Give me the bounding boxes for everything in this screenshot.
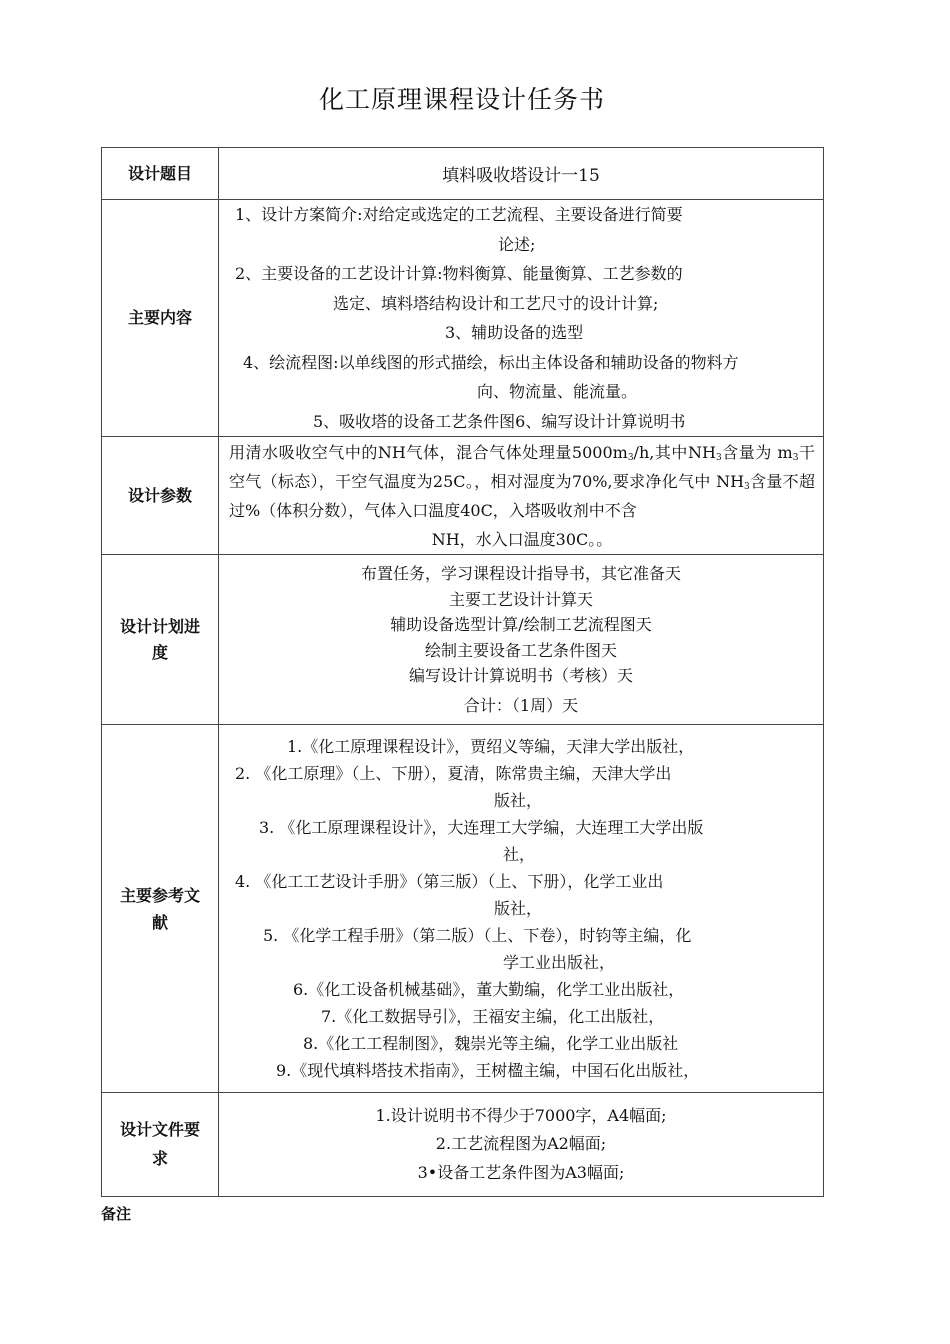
remarks-label: 备注 (101, 1205, 132, 1223)
content-line: 论述; (498, 234, 536, 254)
content-line: 向、物流量、能流量。 (477, 382, 638, 401)
content-cell (219, 200, 824, 437)
label-params: 设计参数 (102, 437, 219, 555)
content-line: 5、吸收塔的设备工艺条件图6、编写设计计算说明书 (313, 411, 686, 431)
row-topic (102, 148, 824, 200)
file-requirement: 1.设计说明书不得少于7000字，A4幅面; (375, 1105, 667, 1125)
label-topic: 设计题目 (102, 148, 219, 200)
row-content (102, 200, 824, 437)
schedule-line: 辅助设备选型计算/绘制工艺流程图天 (390, 615, 652, 634)
reference-item: 7.《化工数据导引》，王福安主编，化工出版社， (321, 1007, 665, 1026)
content-line: 3、辅助设备的选型 (445, 323, 584, 342)
reference-item: 8.《化工工程制图》，魏崇光等主编，化学工业出版社 (303, 1034, 679, 1053)
reference-item: 6.《化工设备机械基础》，董大勤编，化学工业出版社， (293, 980, 685, 999)
schedule-cell (219, 555, 824, 725)
content-line: 选定、填料塔结构设计和工艺尺寸的设计计算; (333, 293, 659, 313)
content-line: 1、设计方案简介:对给定或选定的工艺流程、主要设备进行简要 (235, 205, 683, 224)
topic-value: 填料吸收塔设计一15 (219, 148, 824, 200)
references-cell (219, 725, 824, 1093)
row-files (102, 1093, 824, 1197)
reference-item: 9.《现代填料塔技术指南》，王树楹主编，中国石化出版社， (276, 1061, 700, 1080)
reference-item: 学工业出版社， (503, 953, 616, 972)
label-files: 设计文件要 求 (102, 1093, 219, 1197)
schedule-line: 绘制主要设备工艺条件图天 (424, 640, 617, 660)
params-text: 用清水吸收空气中的NH气体，混合气体处理量$5000m_3/h$,其中$NH_3$含量为 $m_3$干空气（标态），干空气温度为25C。，相对湿度为70%,要求净化气中 $NH_3$含量不超过%（体积分数），气体入口温度40C，入塔吸收剂中不含 NH，水入口温度30C。。 (229, 442, 815, 549)
row-references (102, 725, 824, 1093)
params-cell (219, 437, 824, 555)
reference-item: 2. 《化工原理》（上、下册），夏清，陈常贵主编，天津大学出 (235, 764, 672, 783)
content-line: 2、主要设备的工艺设计计算:物料衡算、能量衡算、工艺参数的 (235, 264, 683, 283)
row-params (102, 437, 824, 555)
reference-item: 版社， (494, 791, 543, 810)
schedule-line: 布置任务，学习课程设计指导书，其它准备天 (360, 564, 681, 583)
schedule-line: 编写设计计算说明书（考核）天 (408, 666, 633, 685)
reference-item: 版社， (494, 899, 543, 918)
task-table (101, 147, 824, 1197)
document-title: 化工原理课程设计任务书 (318, 85, 605, 114)
file-requirement: 2.工艺流程图为A2幅面; (435, 1134, 607, 1154)
reference-item: 5. 《化学工程手册》（第二版）（上、下卷），时钧等主编，化 (263, 926, 692, 945)
file-requirement: 3•设备工艺条件图为A3幅面; (417, 1162, 625, 1182)
files-cell (219, 1093, 824, 1197)
row-schedule (102, 555, 824, 725)
schedule-total: 合计：（1周）天 (463, 695, 579, 715)
reference-item: 社， (503, 845, 536, 864)
schedule-line: 主要工艺设计计算天 (448, 589, 593, 609)
reference-item: 3. 《化工原理课程设计》，大连理工大学编，大连理工大学出版 (259, 818, 704, 837)
reference-item: 4. 《化工工艺设计手册》（第三版）（上、下册），化学工业出 (235, 872, 664, 891)
label-references: 主要参考文 献 (102, 725, 219, 1093)
reference-item: 1.《化工原理课程设计》，贾绍义等编，天津大学出版社， (287, 737, 695, 756)
label-content: 主要内容 (102, 200, 219, 437)
content-line: 4、绘流程图:以单线图的形式描绘，标出主体设备和辅助设备的物料方 (243, 352, 739, 372)
label-schedule: 设计计划进 度 (102, 555, 219, 725)
